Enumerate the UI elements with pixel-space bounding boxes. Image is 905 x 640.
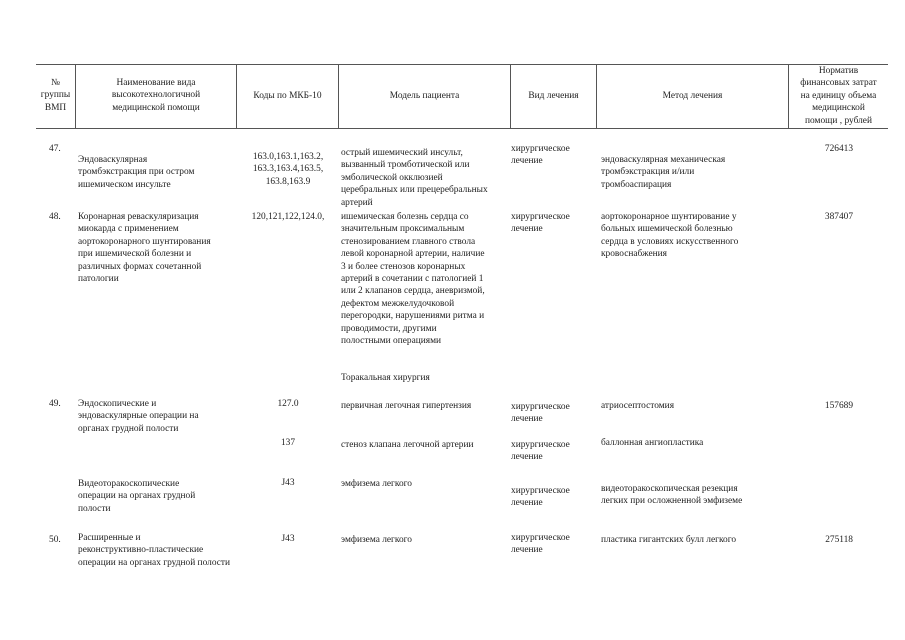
header-treatment-type: Вид лечения bbox=[528, 91, 579, 101]
row-48-name: Коронарная реваскуляризация миокарда с применением аортокоронарного шунтирования при ишемической болезни и различных формах сочетанной патологии bbox=[78, 212, 211, 285]
row-49-name: Эндоскопические и эндоваскулярные операции на органах грудной полости bbox=[78, 399, 199, 434]
row-49b-method: баллонная ангиопластика bbox=[601, 438, 704, 448]
row-47-patient-model: острый ишемический инсульт, вызванный тромботической или эмболической окклюзией церебральных или прецеребральных артерий bbox=[341, 148, 488, 208]
row-49-treatment-type: хирургическое лечение bbox=[511, 402, 570, 425]
row-49-codes: 127.0 bbox=[277, 399, 299, 409]
row-47-name: Эндоваскулярная тромбэкстракция при остром ишемическом инсульте bbox=[78, 155, 195, 190]
header-bottom-rule bbox=[36, 128, 888, 129]
row-48-method: аортокоронарное шунтирование у больных ишемической болезнью сердца в условиях искусственного кровоснабжения bbox=[601, 212, 739, 260]
row-48-treatment-type: хирургическое лечение bbox=[511, 212, 570, 235]
header-care-type-name: Наименование вида высокотехнологичной медицинской помощи bbox=[111, 78, 201, 113]
row-47-method: эндоваскулярная механическая тромбэкстракция и/или тромбоаспирация bbox=[601, 155, 726, 190]
row-50-patient-model: эмфизема легкого bbox=[341, 535, 412, 545]
row-48-codes: 120,121,122,124.0, bbox=[251, 212, 325, 222]
row-47-treatment-type: хирургическое лечение bbox=[511, 144, 570, 167]
row-49c-method: видеоторакоскопическая резекция легких при осложненной эмфиземе bbox=[601, 484, 743, 507]
row-47-cost: 726413 bbox=[824, 144, 853, 154]
row-49b-patient-model: стеноз клапана легочной артерии bbox=[341, 440, 474, 450]
row-49-number: 49. bbox=[49, 399, 61, 409]
row-50-codes: J43 bbox=[281, 534, 295, 544]
row-49c-name: Видеоторакоскопические операции на органах грудной полости bbox=[78, 479, 196, 514]
header-icd-codes: Коды по МКБ-10 bbox=[253, 91, 322, 101]
row-49b-treatment-type: хирургическое лечение bbox=[511, 440, 570, 463]
row-50-method: пластика гигантских булл легкого bbox=[601, 535, 737, 545]
row-50-number: 50. bbox=[49, 535, 61, 545]
row-47-codes: 163.0,163.1,163.2, 163.3,163.4,163.5, 163.8,163.9 bbox=[252, 152, 324, 187]
header-cost-norm: Норматив финансовых затрат на единицу объема медицинской помощи , рублей bbox=[800, 66, 877, 126]
row-50-treatment-type: хирургическое лечение bbox=[511, 533, 570, 556]
row-49b-codes: 137 bbox=[280, 438, 296, 448]
row-48-number: 48. bbox=[49, 212, 61, 222]
header-group-number: № группы ВМП bbox=[40, 78, 71, 113]
row-49c-treatment-type: хирургическое лечение bbox=[511, 486, 570, 509]
row-49-patient-model: первичная легочная гипертензия bbox=[341, 401, 472, 411]
row-48-patient-model: ишемическая болезнь сердца со значительным проксимальным стенозированием главного ствола левой коронарной артерии, наличие 3 и более стенозов коронарных артерий в сочетании с патологией 1 или 2 клапанов сердца, аневризмой, дефектом межжелудочковой перегородки, нарушениями ритма и проводимости, другими полостными операциями bbox=[341, 212, 485, 347]
row-47-number: 47. bbox=[49, 144, 61, 154]
header-top-rule bbox=[36, 64, 888, 65]
header-patient-model: Модель пациента bbox=[389, 91, 460, 101]
row-49-cost: 157689 bbox=[824, 401, 853, 411]
row-50-name: Расширенные и реконструктивно-пластические операции на органах грудной полости bbox=[78, 533, 231, 568]
row-48-cost: 387407 bbox=[824, 212, 853, 222]
header-treatment-method: Метод лечения bbox=[662, 91, 723, 101]
section-title: Торакальная хирургия bbox=[341, 373, 430, 383]
row-49c-patient-model: эмфизема легкого bbox=[341, 479, 412, 489]
row-49c-codes: J43 bbox=[281, 478, 295, 488]
row-49-method: атриосептостомия bbox=[601, 401, 675, 411]
row-50-cost: 275118 bbox=[825, 535, 853, 545]
